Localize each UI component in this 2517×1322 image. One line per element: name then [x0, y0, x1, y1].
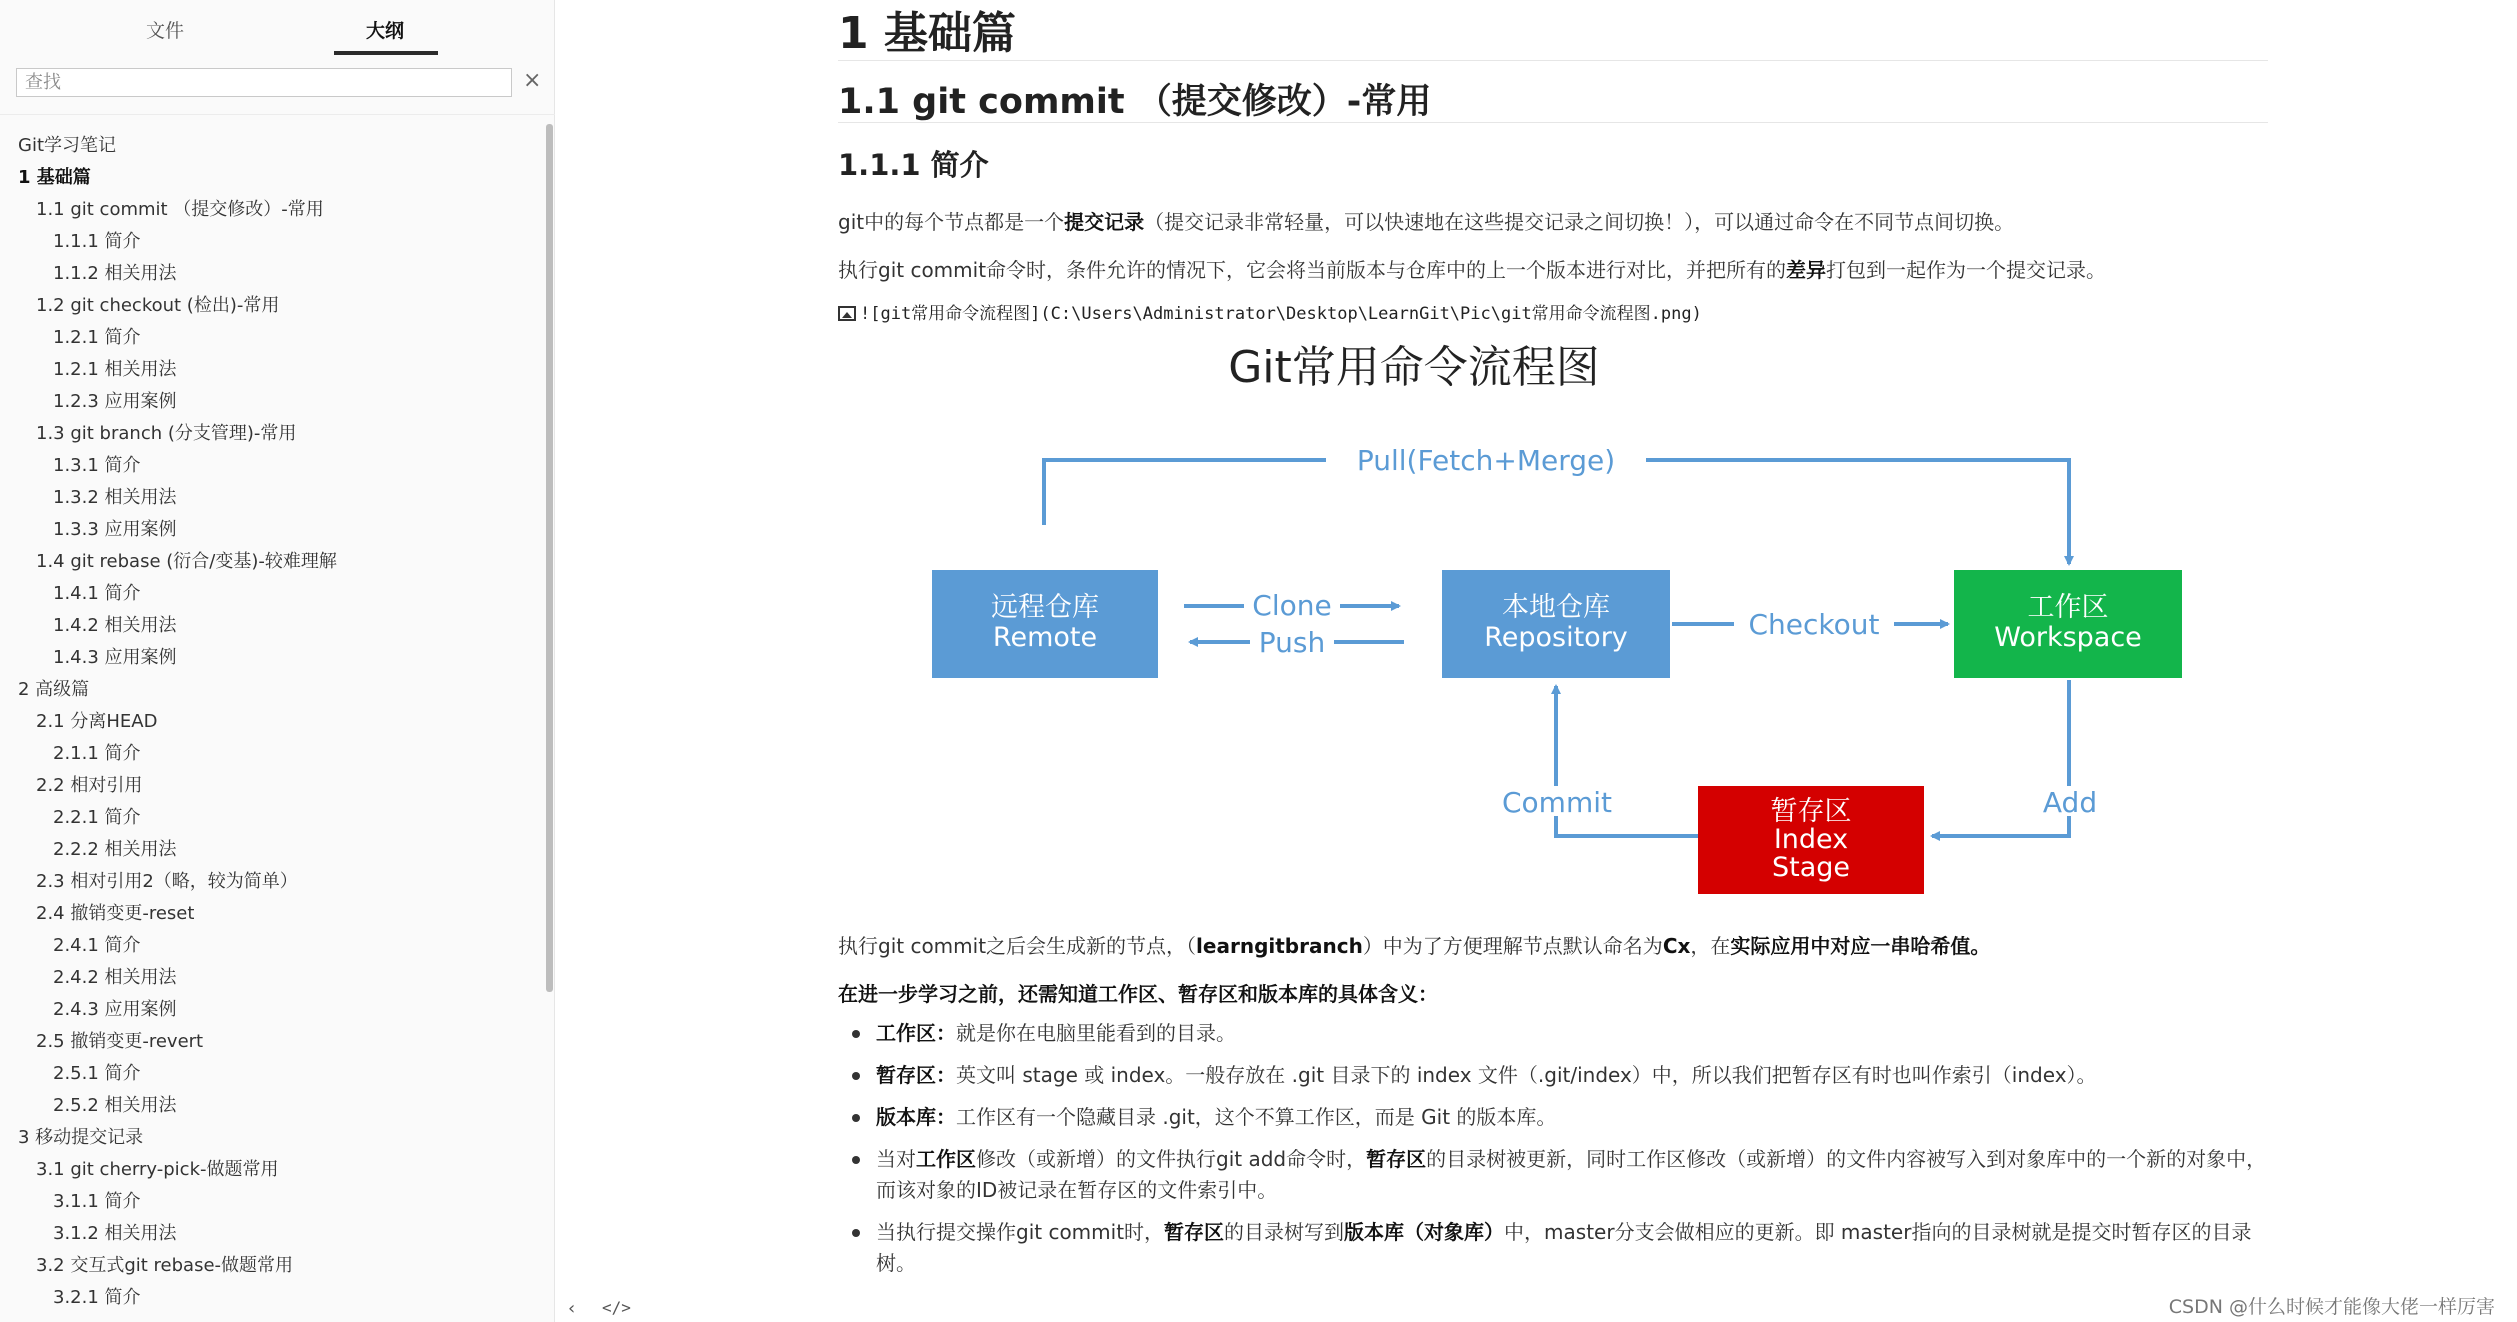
sidebar	[0, 0, 555, 1322]
document-area	[556, 0, 2517, 1322]
search-input[interactable]	[16, 68, 512, 97]
outline-item[interactable]: 2.3 相对引用2（略，较为简单）	[36, 871, 298, 892]
collapse-sidebar-button[interactable]: ‹	[568, 1298, 576, 1319]
outline-item[interactable]: 3.1.2 相关用法	[53, 1223, 177, 1244]
tab-outline[interactable]: 大纲	[366, 20, 405, 42]
outline-item[interactable]: 1.1 git commit （提交修改）-常用	[36, 199, 324, 220]
list-item: 版本库：工作区有一个隐藏目录 .git，这个不算工作区，而是 Git 的版本库。	[838, 1102, 2268, 1133]
outline-item[interactable]: 2.1.1 简介	[53, 743, 141, 764]
outline-item[interactable]: 3.1.1 简介	[53, 1191, 141, 1212]
paragraph-concepts-intro: 在进一步学习之前，还需知道工作区、暂存区和版本库的具体含义：	[838, 982, 1438, 1006]
index-label-en1: Index	[1773, 824, 1849, 855]
broken-image-icon	[838, 306, 856, 321]
outline-item[interactable]: 1.3.3 应用案例	[53, 519, 177, 540]
heading-1: 1 基础篇	[838, 8, 1016, 59]
outline-item[interactable]: 2.4.3 应用案例	[53, 999, 177, 1020]
checkout-label: Checkout	[1748, 608, 1880, 641]
list-item: 当对工作区修改（或新增）的文件执行git add命令时，暂存区的目录树被更新，同时工作区修改（或新增）的文件内容被写入到对象库中的一个新的对象中， 而该对象的ID被记录在暂存区的文件索引中。	[838, 1144, 2268, 1206]
sidebar-scrollbar[interactable]	[546, 124, 553, 992]
remote-label-cn: 远程仓库	[991, 592, 1099, 623]
index-label-en2: Stage	[1771, 852, 1851, 883]
outline-item[interactable]: 1.2 git checkout (检出)-常用	[36, 295, 280, 316]
outline-item[interactable]: 1.2.1 相关用法	[53, 359, 177, 380]
outline-item[interactable]: 1.2.1 简介	[53, 327, 141, 348]
outline-item[interactable]: 1.2.3 应用案例	[53, 391, 177, 412]
outline-item[interactable]: 1.4 git rebase (衍合/变基)-较难理解	[36, 551, 337, 572]
paragraph-commit-diff: 执行git commit命令时，条件允许的情况下，它会将当前版本与仓库中的上一个版本进行对比，并把所有的差异打包到一起作为一个提交记录。	[838, 258, 2107, 282]
git-flow-diagram	[894, 330, 2184, 910]
heading-3: 1.1.1 简介	[838, 148, 989, 182]
outline-item[interactable]: Git学习笔记	[18, 135, 117, 156]
outline-item[interactable]: 2.5 撤销变更-revert	[36, 1031, 204, 1052]
index-label-cn: 暂存区	[1770, 796, 1852, 827]
csdn-watermark: CSDN @什么时候才能像大佬一样厉害	[2168, 1296, 2495, 1318]
outline-item[interactable]: 1.3.2 相关用法	[53, 487, 177, 508]
repository-label-cn: 本地仓库	[1502, 592, 1610, 623]
outline-item[interactable]: 1.4.3 应用案例	[53, 647, 177, 668]
pull-label: Pull(Fetch+Merge)	[1356, 444, 1616, 477]
list-item: 暂存区：英文叫 stage 或 index。一般存放在 .git 目录下的 index 文件（.git/index）中，所以我们把暂存区有时也叫作索引（index）。	[838, 1060, 2268, 1091]
divider	[0, 114, 555, 115]
outline-item[interactable]: 2.5.2 相关用法	[53, 1095, 177, 1116]
heading-2: 1.1 git commit （提交修改）-常用	[838, 82, 1432, 122]
outline-item[interactable]: 1.4.1 简介	[53, 583, 141, 604]
outline-item[interactable]: 1.1.1 简介	[53, 231, 141, 252]
concept-list	[838, 1018, 2268, 1290]
workspace-label-cn: 工作区	[2027, 592, 2109, 623]
outline-item[interactable]: 2.2.2 相关用法	[53, 839, 177, 860]
outline-item[interactable]: 3.2 交互式git rebase-做题常用	[36, 1255, 294, 1276]
outline-item[interactable]: 1.3 git branch (分支管理)-常用	[36, 423, 297, 444]
paragraph-commit-intro: git中的每个节点都是一个提交记录（提交记录非常轻量，可以快速地在这些提交记录之间切换！），可以通过命令在不同节点间切换。	[838, 210, 2015, 234]
outline-item[interactable]: 2.4.1 简介	[53, 935, 141, 956]
workspace-label-en: Workspace	[1994, 622, 2142, 653]
outline-tree	[0, 130, 540, 1314]
outline-item[interactable]: 2.4.2 相关用法	[53, 967, 177, 988]
outline-item[interactable]: 1.4.2 相关用法	[53, 615, 177, 636]
outline-item[interactable]: 2.2 相对引用	[36, 775, 143, 796]
close-icon[interactable]: ×	[523, 68, 542, 93]
outline-item[interactable]: 2.5.1 简介	[53, 1063, 141, 1084]
outline-item[interactable]: 3.2.1 简介	[53, 1287, 141, 1308]
diagram-title: Git常用命令流程图	[1228, 342, 1600, 393]
outline-item[interactable]: 3.1 git cherry-pick-做题常用	[36, 1159, 279, 1180]
list-item: 当执行提交操作git commit时，暂存区的目录树写到版本库（对象库）中，master分支会做相应的更新。即 master指向的目录树就是提交时暂存区的目录 树。	[838, 1217, 2268, 1279]
outline-item[interactable]: 1.3.1 简介	[53, 455, 141, 476]
outline-item[interactable]: 2 高级篇	[18, 679, 90, 700]
outline-item[interactable]: 3 移动提交记录	[18, 1127, 144, 1148]
remote-label-en: Remote	[992, 622, 1098, 653]
heading-rule	[838, 122, 2268, 123]
add-label: Add	[2042, 786, 2098, 819]
commit-label: Commit	[1502, 786, 1612, 819]
repository-label-en: Repository	[1484, 622, 1628, 653]
heading-rule	[838, 60, 2268, 61]
tab-files[interactable]: 文件	[146, 20, 185, 42]
push-label: Push	[1258, 626, 1326, 659]
outline-item[interactable]: 2.4 撤销变更-reset	[36, 903, 195, 924]
active-tab-indicator	[334, 51, 438, 55]
clone-label: Clone	[1252, 589, 1332, 622]
paragraph-commit-result: 执行git commit之后会生成新的节点，（learngitbranch）中为了方便理解节点默认命名为Cx，在实际应用中对应一串哈希值。	[838, 934, 1991, 958]
outline-item[interactable]: 2.2.1 简介	[53, 807, 141, 828]
outline-item[interactable]: 2.1 分离HEAD	[36, 711, 158, 732]
list-item: 工作区：就是你在电脑里能看到的目录。	[838, 1018, 2268, 1049]
outline-item[interactable]: 1.1.2 相关用法	[53, 263, 177, 284]
outline-item[interactable]: 1 基础篇	[18, 167, 91, 188]
sidebar-tabs	[0, 0, 555, 58]
source-code-mode-button[interactable]: </>	[602, 1298, 631, 1317]
image-markdown-source[interactable]: ![git常用命令流程图](C:\Users\Administrator\Desktop\LearnGit\Pic\git常用命令流程图.png)	[838, 300, 1702, 328]
